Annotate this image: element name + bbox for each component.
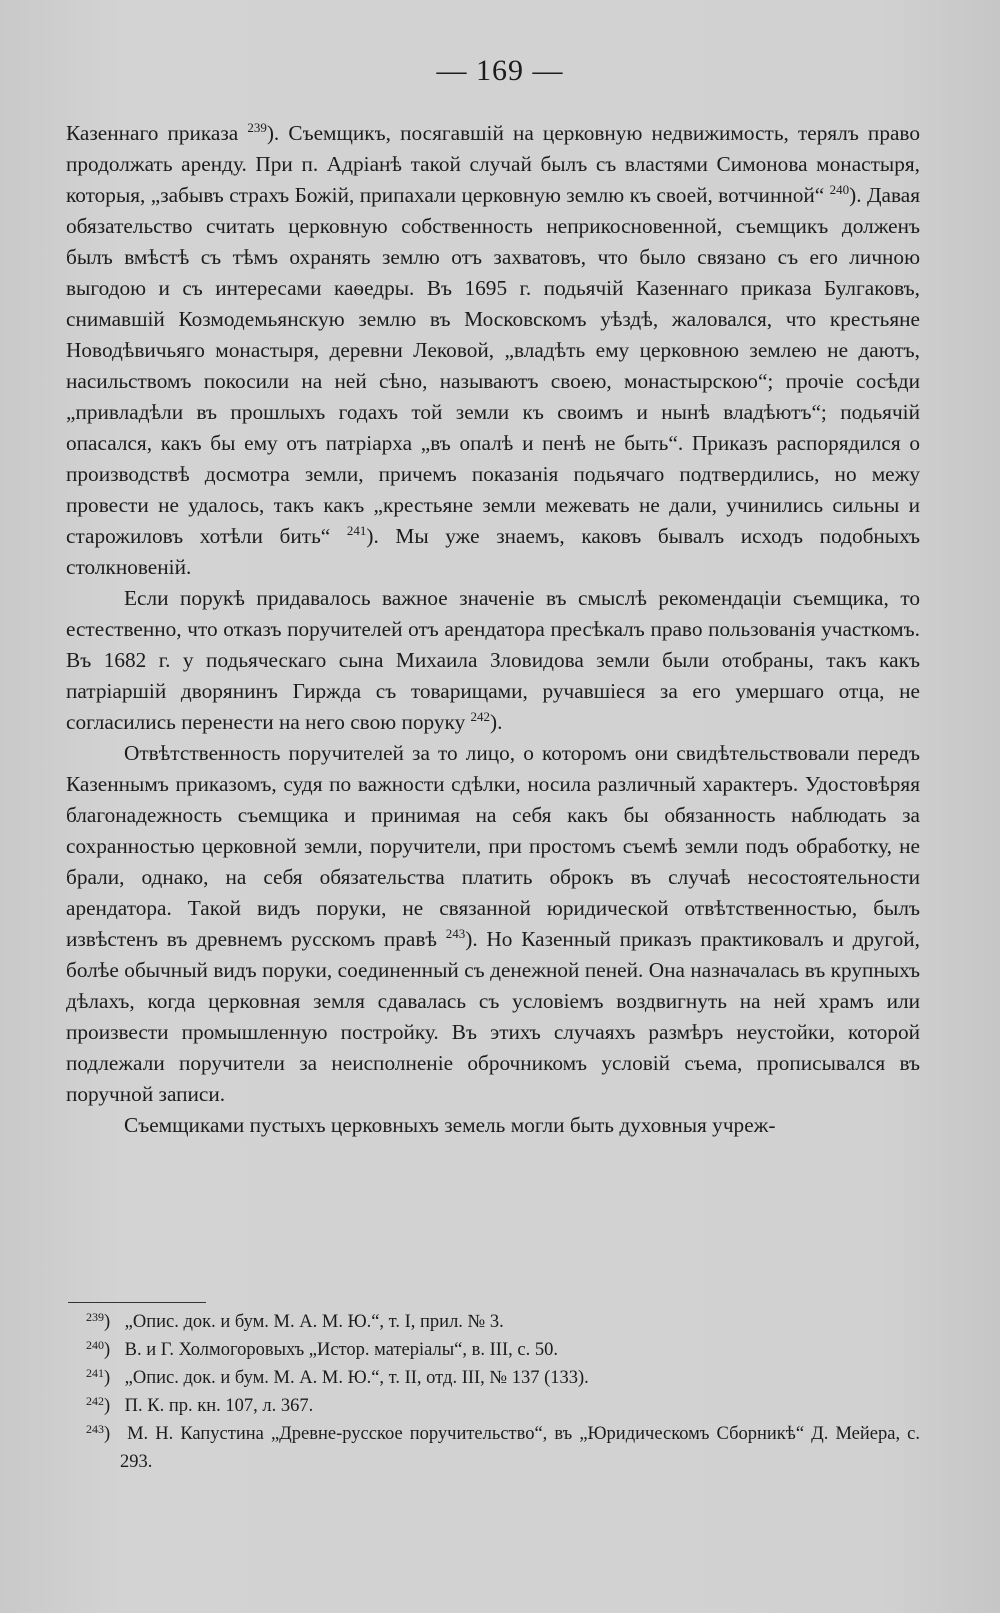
paragraph-text: ). Мы уже знаемъ, каковъ бывалъ исходъ подобныхъ столкновеній. [66,524,920,579]
paragraph-text: ). Съемщикъ, посягавшій на церковную недвижимость, терялъ право продолжать аренду. При п. Адріанѣ такой случай былъ съ властями Симонова монастыря, которыя, „забывъ страхъ Божій, припахали церковную землю къ своей, вотчинной“ [66,121,920,207]
footnote-text: М. Н. Капустина „Древне-русское поручительство“, въ „Юридическомъ Сборникѣ“ Д. Мейера, с. 293. [120,1424,920,1472]
footnote-reference: 241 [346,523,367,538]
footnote-number-value: 242 [86,1394,104,1408]
body-text [66,118,920,1141]
footnote [66,1392,920,1420]
footnote-number-value: 240 [86,1338,104,1352]
footnote-text: „Опис. док. и бум. М. А. М. Ю.“, т. I, прил. № 3. [120,1312,504,1332]
paragraph-text: Отвѣтственность поручителей за то лицо, о которомъ они свидѣтельствовали передъ Казеннымъ приказомъ, судя по важности сдѣлки, носила различный характеръ. Удостовѣряя благонадежность съемщика и принимая на себя какъ бы обязанность наблюдать за сохранностью церковной земли, поручители, при простомъ съемѣ земли подъ обработку, не брали, однако, на себя обязательства платить оброкъ въ случаѣ несостоятельности арендатора. Такой видъ поруки, не связанной юридической отвѣтственностью, былъ извѣстенъ въ древнемъ русскомъ правѣ [66,741,920,951]
footnote-number-value: 241 [86,1366,104,1380]
footnote-reference: 242 [470,709,491,724]
footnote-text: В. и Г. Холмогоровыхъ „Истор. матеріалы“, в. III, с. 50. [120,1340,558,1360]
paragraph-text: ). [490,710,503,734]
paragraph [66,1110,920,1141]
footnotes [66,1308,920,1476]
footnote-number: $^{240}$) [86,1338,111,1360]
footnote-text: „Опис. док. и бум. М. А. М. Ю.“, т. II, отд. III, № 137 (133). [120,1368,589,1388]
paragraph-text: ). Но Казенный приказъ практиковалъ и другой, болѣе обычный видъ поруки, соединенный съ денежной пеней. Она назначалась въ крупныхъ дѣлахъ, когда церковная земля сдавалась съ условіемъ воздвигнуть на ней храмъ или произвести промышленную постройку. Въ этихъ случаяхъ размѣръ неустойки, которой подлежали поручители за неисполненіе оброчникомъ условій съема, прописывался въ поручной записи. [66,927,920,1106]
footnote-number-value: 243 [86,1422,104,1436]
footnote-reference: 240 [829,182,850,197]
footnote-number: $^{241}$) [86,1366,111,1388]
footnote-reference: 243 [445,926,466,941]
paragraph-text: ). Давая обязательство считать церковную собственность неприкосновенной, съемщикъ долженъ былъ вмѣстѣ съ тѣмъ охранять землю отъ захватовъ, что было связано съ его личною выгодою и съ интересами каѳедры. Въ 1695 г. подьячій Казеннаго приказа Булгаковъ, снимавшій Козмодемьянскую землю въ Московскомъ уѣздѣ, жаловался, что крестьяне Новодѣвичьяго монастыря, деревни Лековой, „владѣть ему церковною землею не даютъ, насильствомъ покосили на ней сѣно, называютъ своею, монастырскою“; прочіе сосѣди „привладѣли въ прошлыхъ годахъ той земли къ своимъ и нынѣ владѣютъ“; подьячій опасался, какъ бы ему отъ патріарха „въ опалѣ и пенѣ не быть“. Приказъ распорядился о производствѣ досмотра земли, причемъ показанія подьячаго подтвердились, но межу провести не удалось, такъ какъ „крестьяне земли межевать не дали, учинились сильны и старожиловъ хотѣли бить“ [66,183,920,548]
page-number: — 169 — [436,54,564,87]
footnote-number: $^{239}$) [86,1310,111,1332]
paragraph [66,738,920,1110]
footnote-number: $^{243}$) [86,1422,111,1444]
footnote-text: П. К. пр. кн. 107, л. 367. [120,1396,314,1416]
paragraph-text: Если порукѣ придавалось важное значеніе въ смыслѣ рекомендаціи съемщика, то естественно, что отказъ поручителей отъ арендатора пресѣкалъ право пользованія участкомъ. Въ 1682 г. у подьяческаго сына Михаила Зловидова земли были отобраны, такъ какъ патріаршій дворянинъ Гирждa съ товарищами, ручавшіеся за его умершаго отца, не согласились перенести на него свою поруку [66,586,920,734]
paragraph-text: Казеннаго приказа [66,121,248,145]
paragraph [66,118,920,583]
paragraph [66,583,920,738]
footnote-reference: 239 [247,120,267,135]
footnote [66,1364,920,1392]
footnote-number: $^{242}$) [86,1394,111,1416]
footnote [66,1336,920,1364]
footnote-divider [68,1302,206,1303]
footnote [66,1308,920,1336]
paragraph-text: Съемщиками пустыхъ церковныхъ земель могли быть духовныя учреж- [124,1113,776,1137]
footnote [66,1420,920,1476]
footnote-number-value: 239 [86,1310,104,1324]
